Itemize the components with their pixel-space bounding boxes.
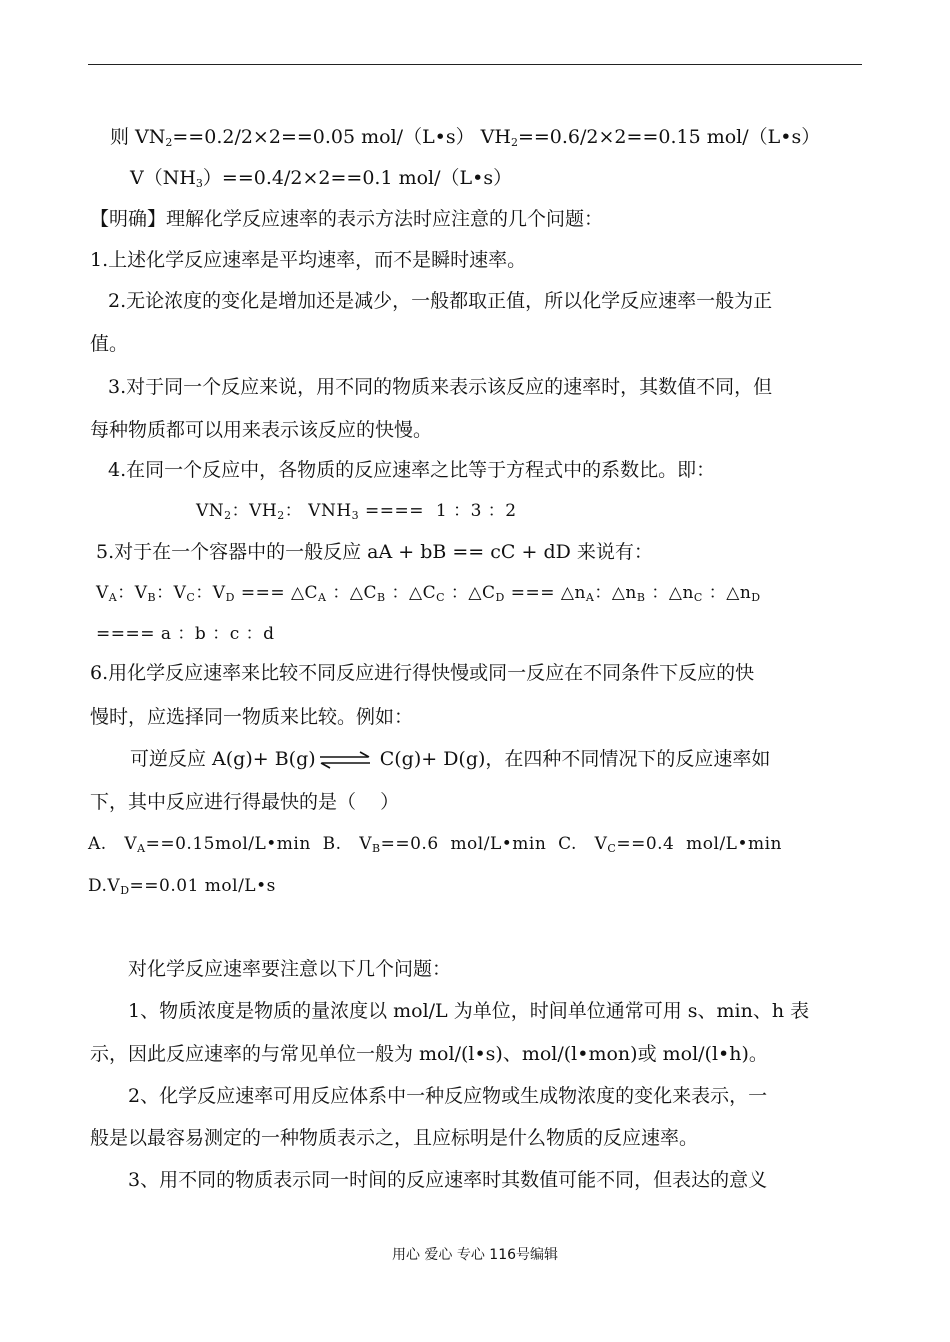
equilibrium-arrow-icon <box>316 751 374 769</box>
text-line-24: 般是以最容易测定的一种物质表示之，且应标明是什么物质的反应速率。 <box>90 1127 699 1149</box>
page-footer: 用心 爱心 专心 116号编辑 <box>391 1247 559 1263</box>
option-d: $D.V_D==0.01$ mol/L•s <box>88 876 276 897</box>
option-a: A. $V_A==0.15mol/L•\min$ <box>88 834 311 855</box>
option-b: B. $V_B==0.6$ mol/L•min <box>322 834 547 855</box>
text-line-25: 3、用不同的物质表示同一时间的反应速率时其数值可能不同，但表达的意义 <box>128 1169 768 1191</box>
text-line-23: 2、化学反应速率可用反应体系中一种反应物或生成物浓度的变化来表示，一 <box>128 1085 768 1107</box>
text-line-4: 1.上述化学反应速率是平均速率，而不是瞬时速率。 <box>90 249 527 271</box>
text-line-6: 值。 <box>90 333 129 355</box>
text-line-1: 则 $VN_2==0.2/2\times 2==0.05$ mol/（L•s） $VH_2==0.6/2\times 2==0.15$ mol/（L•s） <box>110 126 821 149</box>
text-line-5: 2.无论浓度的变化是增加还是减少，一般都取正值，所以化学反应速率一般为正 <box>108 290 773 312</box>
text-line-7: 3.对于同一个反应来说，用不同的物质来表示该反应的速率时，其数值不同，但 <box>108 376 773 398</box>
option-c: C. $V_C==0.4$ mol/L•min <box>558 834 783 855</box>
text-line-11: 5.对于在一个容器中的一般反应 aA + bB == cC + dD 来说有： <box>96 541 653 563</box>
text-line-9: 4.在同一个反应中，各物质的反应速率之比等于方程式中的系数比。即： <box>108 459 716 481</box>
rate-ratio-line: $V_A$：$V_B$：$V_C$：$V_D$ === $\triangle C_A$ ：$\triangle C_B$ ：$\triangle C_C$ ：$\triangle C_D$ === $\triangle n_A$：$\triangle n_B$ ：$\triangle n_C$ ：$\triangle n_D$ <box>96 583 761 604</box>
text-line-3: 【明确】理解化学反应速率的表示方法时应注意的几个问题： <box>90 208 604 230</box>
text-line-8: 每种物质都可以用来表示该反应的快慢。 <box>90 419 433 441</box>
ratio-line: $VN_2$：$VH_2$： $VNH_3$ ==== 1 ：3 ：2 <box>196 501 517 522</box>
reaction-line: 可逆反应 A(g)+ B(g) C(g)+ D(g)，在四种不同情况下的反应速率如 <box>130 748 771 770</box>
question-line: 下，其中反应进行得最快的是（ ） <box>90 791 400 813</box>
text-line-22: 示，因此反应速率的与常见单位一般为 mol/(l•s)、mol/(l•mon)或 mol/(l•h)。 <box>90 1043 768 1065</box>
text-line-2: $V(NH_3)==0.4/2\times 2==0.1$ mol/（L•s） <box>130 167 513 190</box>
text-line-21: 1、物质浓度是物质的量浓度以 mol/L 为单位，时间单位通常可用 s、min、h 表 <box>128 1000 810 1022</box>
text-line-14: 6.用化学反应速率来比较不同反应进行得快慢或同一反应在不同条件下反应的快 <box>90 662 755 684</box>
text-line-15: 慢时，应选择同一物质来比较。例如： <box>90 706 414 728</box>
ratio-result-line: ==== a ：b ：c ：d <box>96 624 275 644</box>
option-abc <box>88 831 782 857</box>
text-line-20: 对化学反应速率要注意以下几个问题： <box>128 958 452 980</box>
header-rule <box>88 64 862 65</box>
